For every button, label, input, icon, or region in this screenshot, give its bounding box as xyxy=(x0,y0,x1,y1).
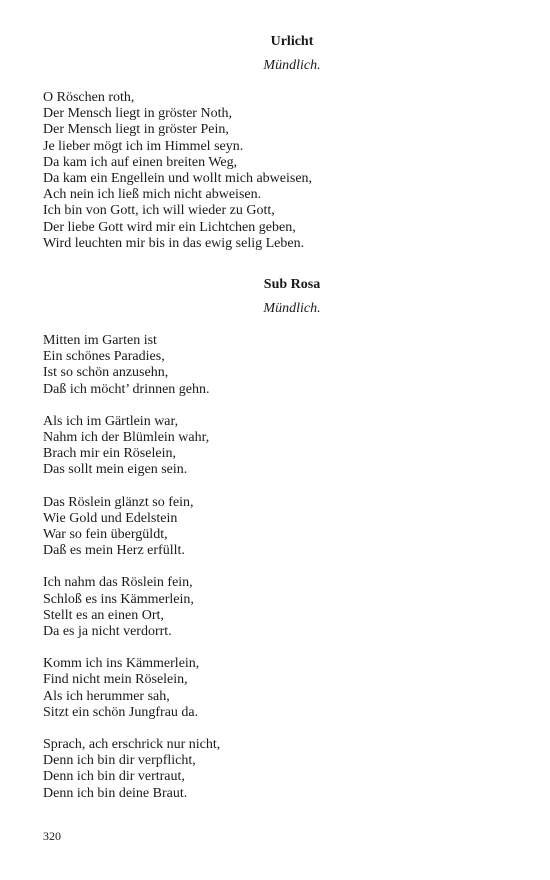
verse-line: Mitten im Garten ist xyxy=(43,333,157,348)
stanza xyxy=(43,656,550,721)
verse-line: Der Mensch liegt in gröster Noth, xyxy=(43,106,232,122)
verse-line: Komm ich ins Kämmerlein, xyxy=(43,656,200,672)
verse-line: Stellt es an einen Ort, xyxy=(43,607,164,623)
verse-line: Da es ja nicht verdorrt. xyxy=(43,624,172,640)
verse-line: Find nicht mein Röselein, xyxy=(43,672,188,688)
stanza xyxy=(43,333,550,398)
verse-line: Denn ich bin deine Braut. xyxy=(43,785,188,801)
poem-body xyxy=(43,333,550,802)
verse-line: Der Mensch liegt in gröster Pein, xyxy=(43,122,229,138)
verse-line: Daß ich möcht’ drinnen gehn. xyxy=(43,381,210,397)
poem-sub-rosa xyxy=(0,277,550,818)
poem-body xyxy=(43,90,550,252)
poem-title: Urlicht xyxy=(270,34,314,49)
verse-line: Der liebe Gott wird mir ein Lichtchen geben, xyxy=(43,219,296,235)
verse-line: O Röschen roth, xyxy=(43,90,135,105)
verse-line: Brach mir ein Röselein, xyxy=(43,446,176,462)
verse-line: Je lieber mögt ich im Himmel seyn. xyxy=(43,138,244,154)
stanza xyxy=(43,575,550,640)
verse-line: Schloß es ins Kämmerlein, xyxy=(43,591,194,607)
verse-line: Denn ich bin dir verpflicht, xyxy=(43,753,196,769)
verse-line: Da kam ein Engellein und wollt mich abweisen, xyxy=(43,171,313,187)
verse-line: Wie Gold und Edelstein xyxy=(43,510,178,526)
poem-urlicht xyxy=(0,34,550,268)
verse-line: Als ich im Gärtlein war, xyxy=(43,413,179,429)
verse-line: Ich bin von Gott, ich will wieder zu Gott, xyxy=(43,203,275,219)
verse-line: Ach nein ich ließ mich nicht abweisen. xyxy=(43,187,262,203)
verse-line: Denn ich bin dir vertraut, xyxy=(43,769,185,785)
verse-line: War so fein übergüldt, xyxy=(43,527,168,543)
verse-line: Als ich herummer sah, xyxy=(43,688,170,704)
page-number: 320 xyxy=(43,829,61,843)
verse-line: Ich nahm das Röslein fein, xyxy=(43,575,193,591)
verse-line: Ist so schön anzusehn, xyxy=(43,365,169,381)
poem-subtitle: Mündlich. xyxy=(263,301,321,316)
verse-line: Wird leuchten mir bis in das ewig selig Leben. xyxy=(43,235,305,251)
verse-line: Das Röslein glänzt so fein, xyxy=(43,494,194,510)
verse-line: Nahm ich der Blümlein wahr, xyxy=(43,430,210,446)
poem-subtitle: Mündlich. xyxy=(263,58,321,73)
stanza xyxy=(43,90,550,252)
stanza xyxy=(43,495,550,560)
verse-line: Daß es mein Herz erfüllt. xyxy=(43,543,185,559)
stanza xyxy=(43,737,550,802)
stanza xyxy=(43,414,550,479)
verse-line: Sitzt ein schön Jungfrau da. xyxy=(43,704,199,720)
poem-title: Sub Rosa xyxy=(263,277,321,292)
verse-line: Sprach, ach erschrick nur nicht, xyxy=(43,737,221,753)
verse-line: Das sollt mein eigen sein. xyxy=(43,462,188,478)
verse-line: Da kam ich auf einen breiten Weg, xyxy=(43,154,238,170)
verse-line: Ein schönes Paradies, xyxy=(43,349,165,365)
